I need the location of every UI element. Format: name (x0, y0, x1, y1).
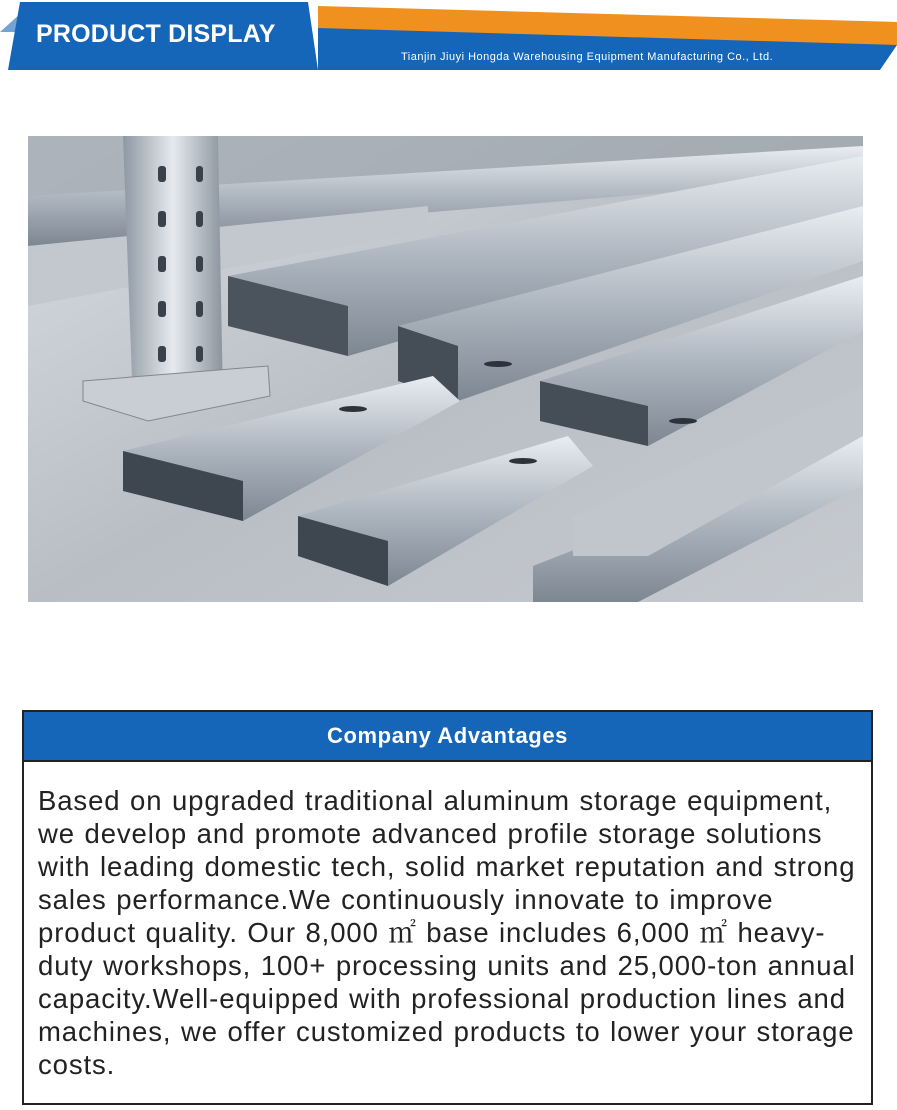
advantages-text: Based on upgraded traditional aluminum storage equipment, we develop and promote advanced profile storage solutions with leading domestic tech, solid market reputation and strong sales performance.We continuously innovate to improve product quality. Our 8,000 ㎡ base includes 6,000 ㎡ heavy-duty workshops, 100+ processing units and 25,000-ton annual capacity.Well-equipped with professional production lines and machines, we offer customized products to lower your storage costs. (38, 785, 856, 1080)
company-advantages-panel (22, 710, 873, 1105)
advantages-header (24, 712, 871, 762)
company-name: Tianjin Jiuyi Hongda Warehousing Equipment Manufacturing Co., Ltd. (401, 51, 774, 63)
product-photo (28, 136, 863, 602)
header-banner (0, 0, 897, 75)
page-title: PRODUCT DISPLAY (36, 20, 276, 48)
advantages-title: Company Advantages (326, 723, 569, 748)
